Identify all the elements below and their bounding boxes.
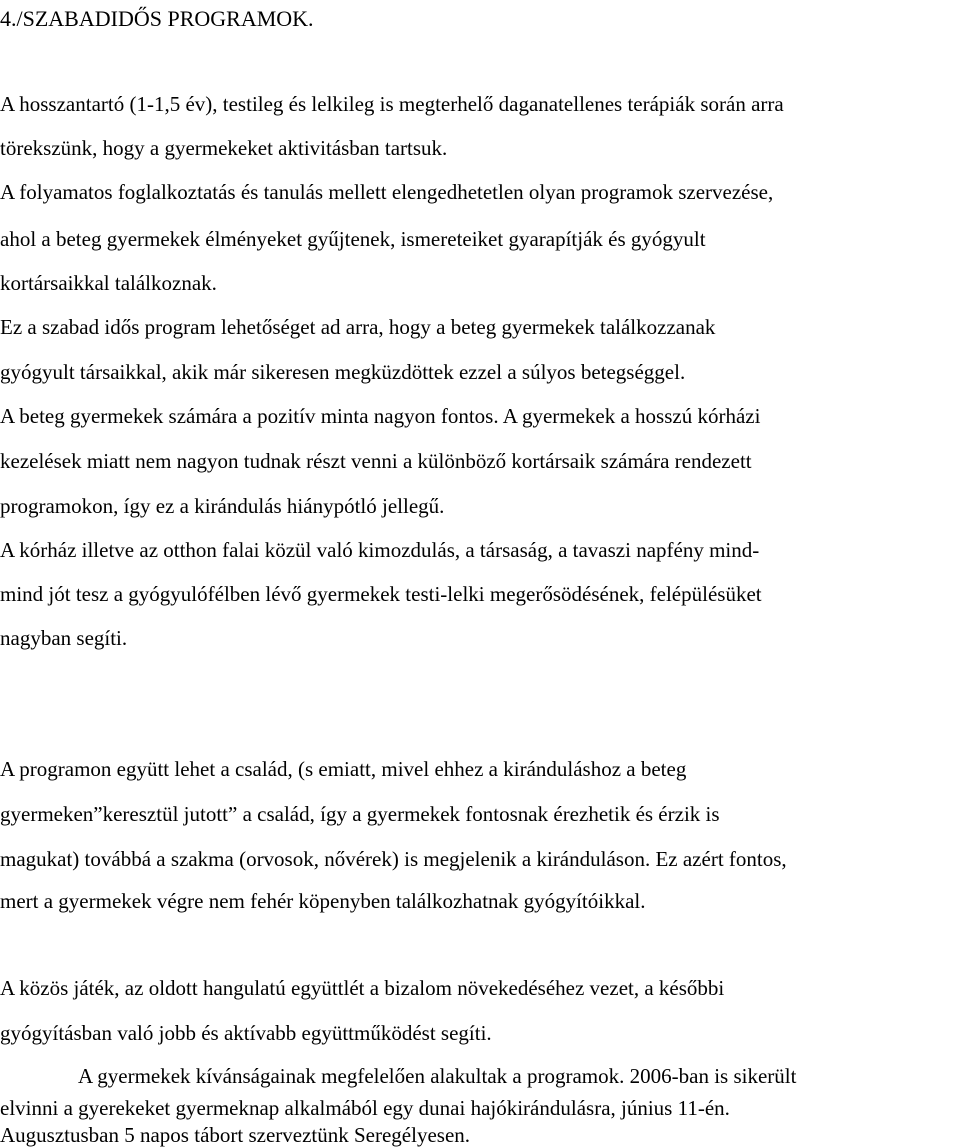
text-line-8: A beteg gyermekek számára a pozitív minta nagyon fontos. A gyermekek a hosszú kórházi xyxy=(0,404,761,428)
text-line-22: Augusztusban 5 napos tábort szerveztünk Seregélyesen. xyxy=(0,1123,471,1147)
text-line-16: magukat) továbbá a szakma (orvosok, nővérek) is megjelenik a kiránduláson. Ez azért fontos, xyxy=(0,847,787,871)
text-line-11: A kórház illetve az otthon falai közül való kimozdulás, a társaság, a tavaszi napfény mind- xyxy=(0,538,760,562)
text-line-10: programokon, így ez a kirándulás hiánypótló jellegű. xyxy=(0,494,445,518)
text-line-7: gyógyult társaikkal, akik már sikeresen megküzdöttek ezzel a súlyos betegséggel. xyxy=(0,360,686,384)
text-line-20: A gyermekek kívánságainak megfelelően alakultak a programok. 2006-ban is sikerült xyxy=(78,1064,797,1088)
text-line-6: Ez a szabad idős program lehetőséget ad arra, hogy a beteg gyermekek találkozzanak xyxy=(0,315,716,339)
text-line-9: kezelések miatt nem nagyon tudnak részt venni a különböző kortársaik számára rendezett xyxy=(0,449,752,473)
text-line-4: ahol a beteg gyermekek élményeket gyűjtenek, ismereteiket gyarapítják és gyógyult xyxy=(0,227,706,251)
text-line-21: elvinni a gyerekeket gyermeknap alkalmából egy dunai hajókirándulásra, június 11-én. xyxy=(0,1096,730,1120)
text-line-1: A hosszantartó (1-1,5 év), testileg és lelkileg is megterhelő daganatellenes terápiák során arra xyxy=(0,92,784,116)
text-line-13: nagyban segíti. xyxy=(0,626,128,650)
text-line-18: A közös játék, az oldott hangulatú együttlét a bizalom növekedéséhez vezet, a későbbi xyxy=(0,976,725,1000)
section-heading: 4./SZABADIDŐS PROGRAMOK. xyxy=(0,6,314,31)
text-line-15: gyermeken”keresztül jutott” a család, így a gyermekek fontosnak érezhetik és érzik is xyxy=(0,802,720,826)
text-line-14: A programon együtt lehet a család, (s emiatt, mivel ehhez a kiránduláshoz a beteg xyxy=(0,757,687,781)
text-line-5: kortársaikkal találkoznak. xyxy=(0,271,217,295)
text-line-19: gyógyításban való jobb és aktívabb együttműködést segíti. xyxy=(0,1021,492,1045)
text-line-17: mert a gyermekek végre nem fehér köpenyben találkozhatnak gyógyítóikkal. xyxy=(0,889,646,913)
text-line-12: mind jót tesz a gyógyulófélben lévő gyermekek testi-lelki megerősödésének, felépülésüket xyxy=(0,582,762,606)
text-line-3: A folyamatos foglalkoztatás és tanulás mellett elengedhetetlen olyan programok szervezése, xyxy=(0,180,774,204)
text-line-2: törekszünk, hogy a gyermekeket aktivitásban tartsuk. xyxy=(0,136,448,160)
